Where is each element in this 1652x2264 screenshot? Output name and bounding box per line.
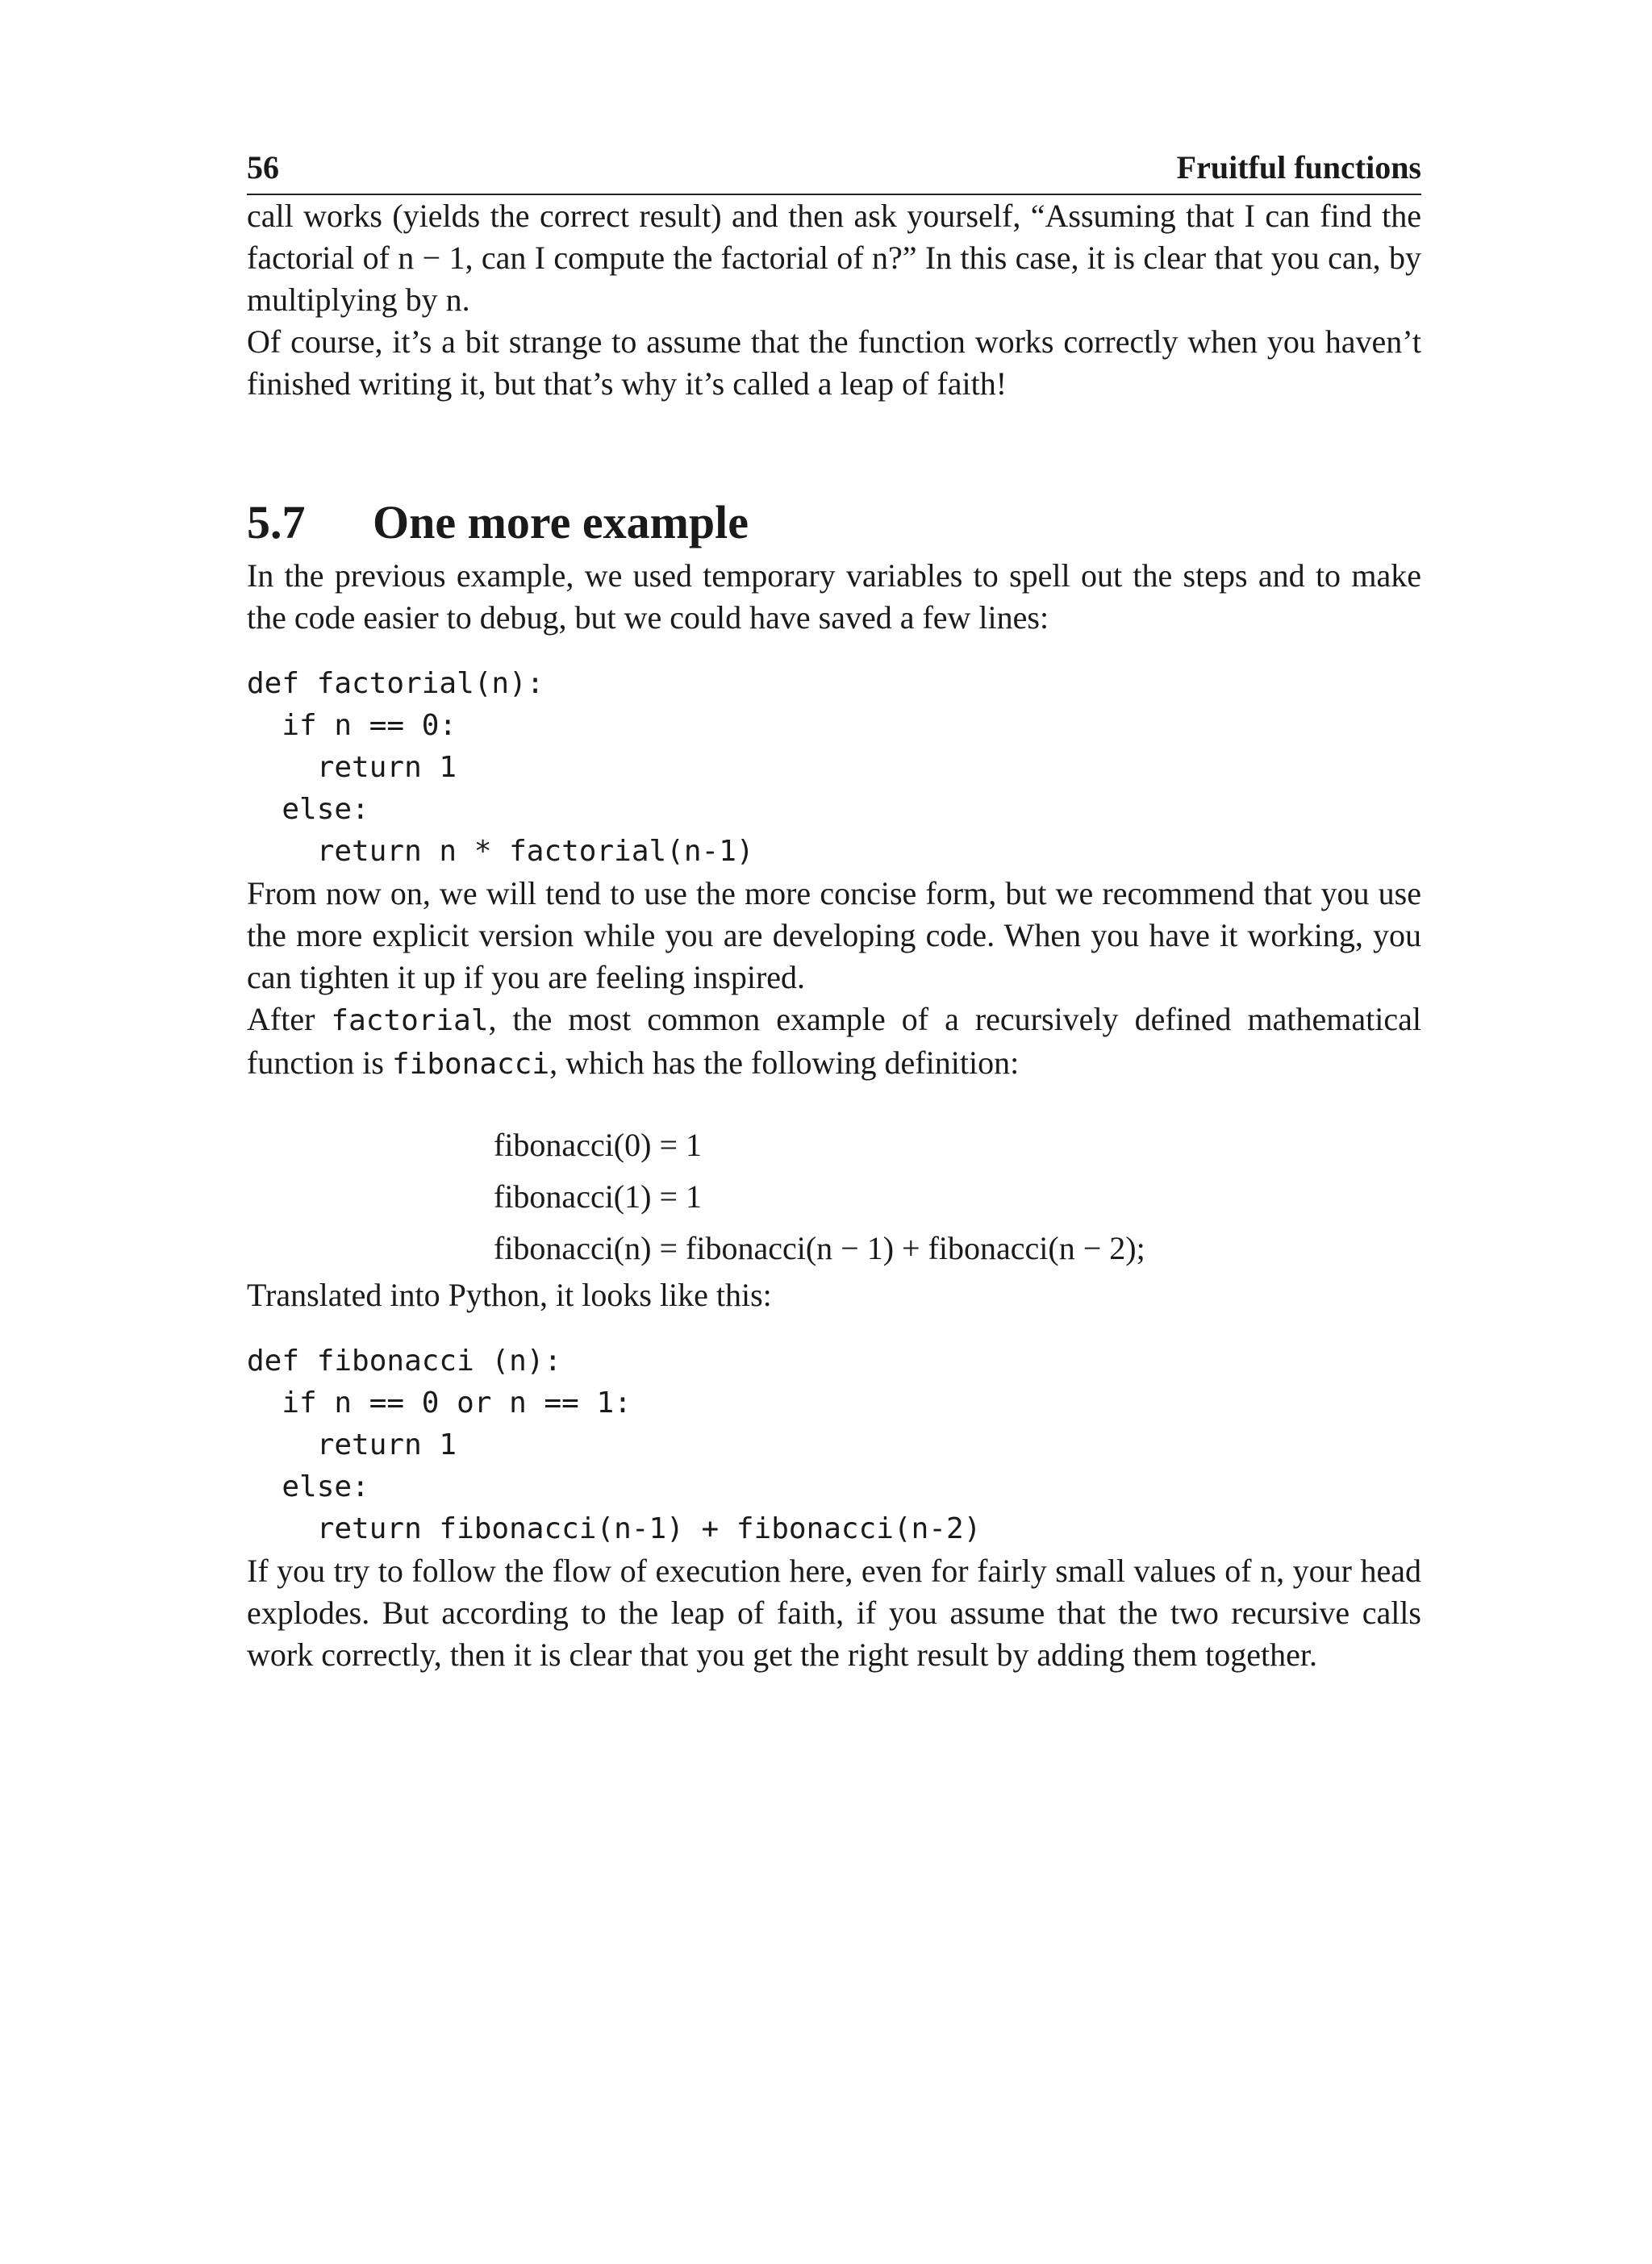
- text-segment: After: [247, 1001, 332, 1037]
- paragraph-flow-of-execution: If you try to follow the flow of execution here, even for fairly small values of n, your head explodes. But according to the leap of faith, if you assume that the two recursive calls work correctly, then it is clear that you get the right result by adding them together.: [247, 1553, 1421, 1673]
- section-heading: [247, 490, 1421, 555]
- text-segment: , the most common example of a recursively defined mathematical function is: [247, 1001, 1421, 1081]
- paragraph-leap-of-faith: Of course, it’s a bit strange to assume that the function works correctly when you haven’t finished writing it, but that’s why it’s called a leap of faith!: [247, 323, 1421, 402]
- fibonacci-definition: [494, 1119, 1421, 1274]
- code-block-factorial: def factorial(n): if n == 0: return 1 else: return n * factorial(n-1): [247, 667, 754, 868]
- chapter-title: Fruitful functions: [1176, 149, 1421, 186]
- page: [247, 145, 1421, 1676]
- inline-code-factorial: factorial: [331, 1004, 489, 1037]
- math-line-base-case-0: fibonacci(0) = 1: [494, 1127, 703, 1163]
- section-number: 5.7: [247, 496, 306, 548]
- math-line-base-case-1: fibonacci(1) = 1: [494, 1178, 703, 1215]
- code-block-fibonacci: def fibonacci (n): if n == 0 or n == 1: return 1 else: return fibonacci(n-1) + fibonacci(n-2): [247, 1345, 982, 1545]
- text-segment: , which has the following definition:: [549, 1044, 1020, 1081]
- paragraph-fibonacci-intro: [247, 999, 1421, 1086]
- paragraph-translated: Translated into Python, it looks like this:: [247, 1277, 772, 1313]
- section-title: One more example: [373, 496, 749, 548]
- running-header: [247, 145, 1421, 195]
- paragraph-concise-form: From now on, we will tend to use the more concise form, but we recommend that you use the more explicit version while you are developing code. When you have it working, you can tighten it up if you are feeling inspired.: [247, 875, 1421, 995]
- inline-code-fibonacci: fibonacci: [391, 1048, 550, 1081]
- paragraph-leap-of-faith-continued: call works (yields the correct result) and then ask yourself, “Assuming that I can find the factorial of n − 1, can I compute the factorial of n?” In this case, it is clear that you can, by multiplying by n.: [247, 198, 1421, 318]
- math-line-recurrence: fibonacci(n) = fibonacci(n − 1) + fibonacci(n − 2);: [494, 1230, 1145, 1266]
- page-number: 56: [247, 149, 279, 186]
- paragraph-previous-example: In the previous example, we used temporary variables to spell out the steps and to make the code easier to debug, but we could have saved a few lines:: [247, 557, 1421, 636]
